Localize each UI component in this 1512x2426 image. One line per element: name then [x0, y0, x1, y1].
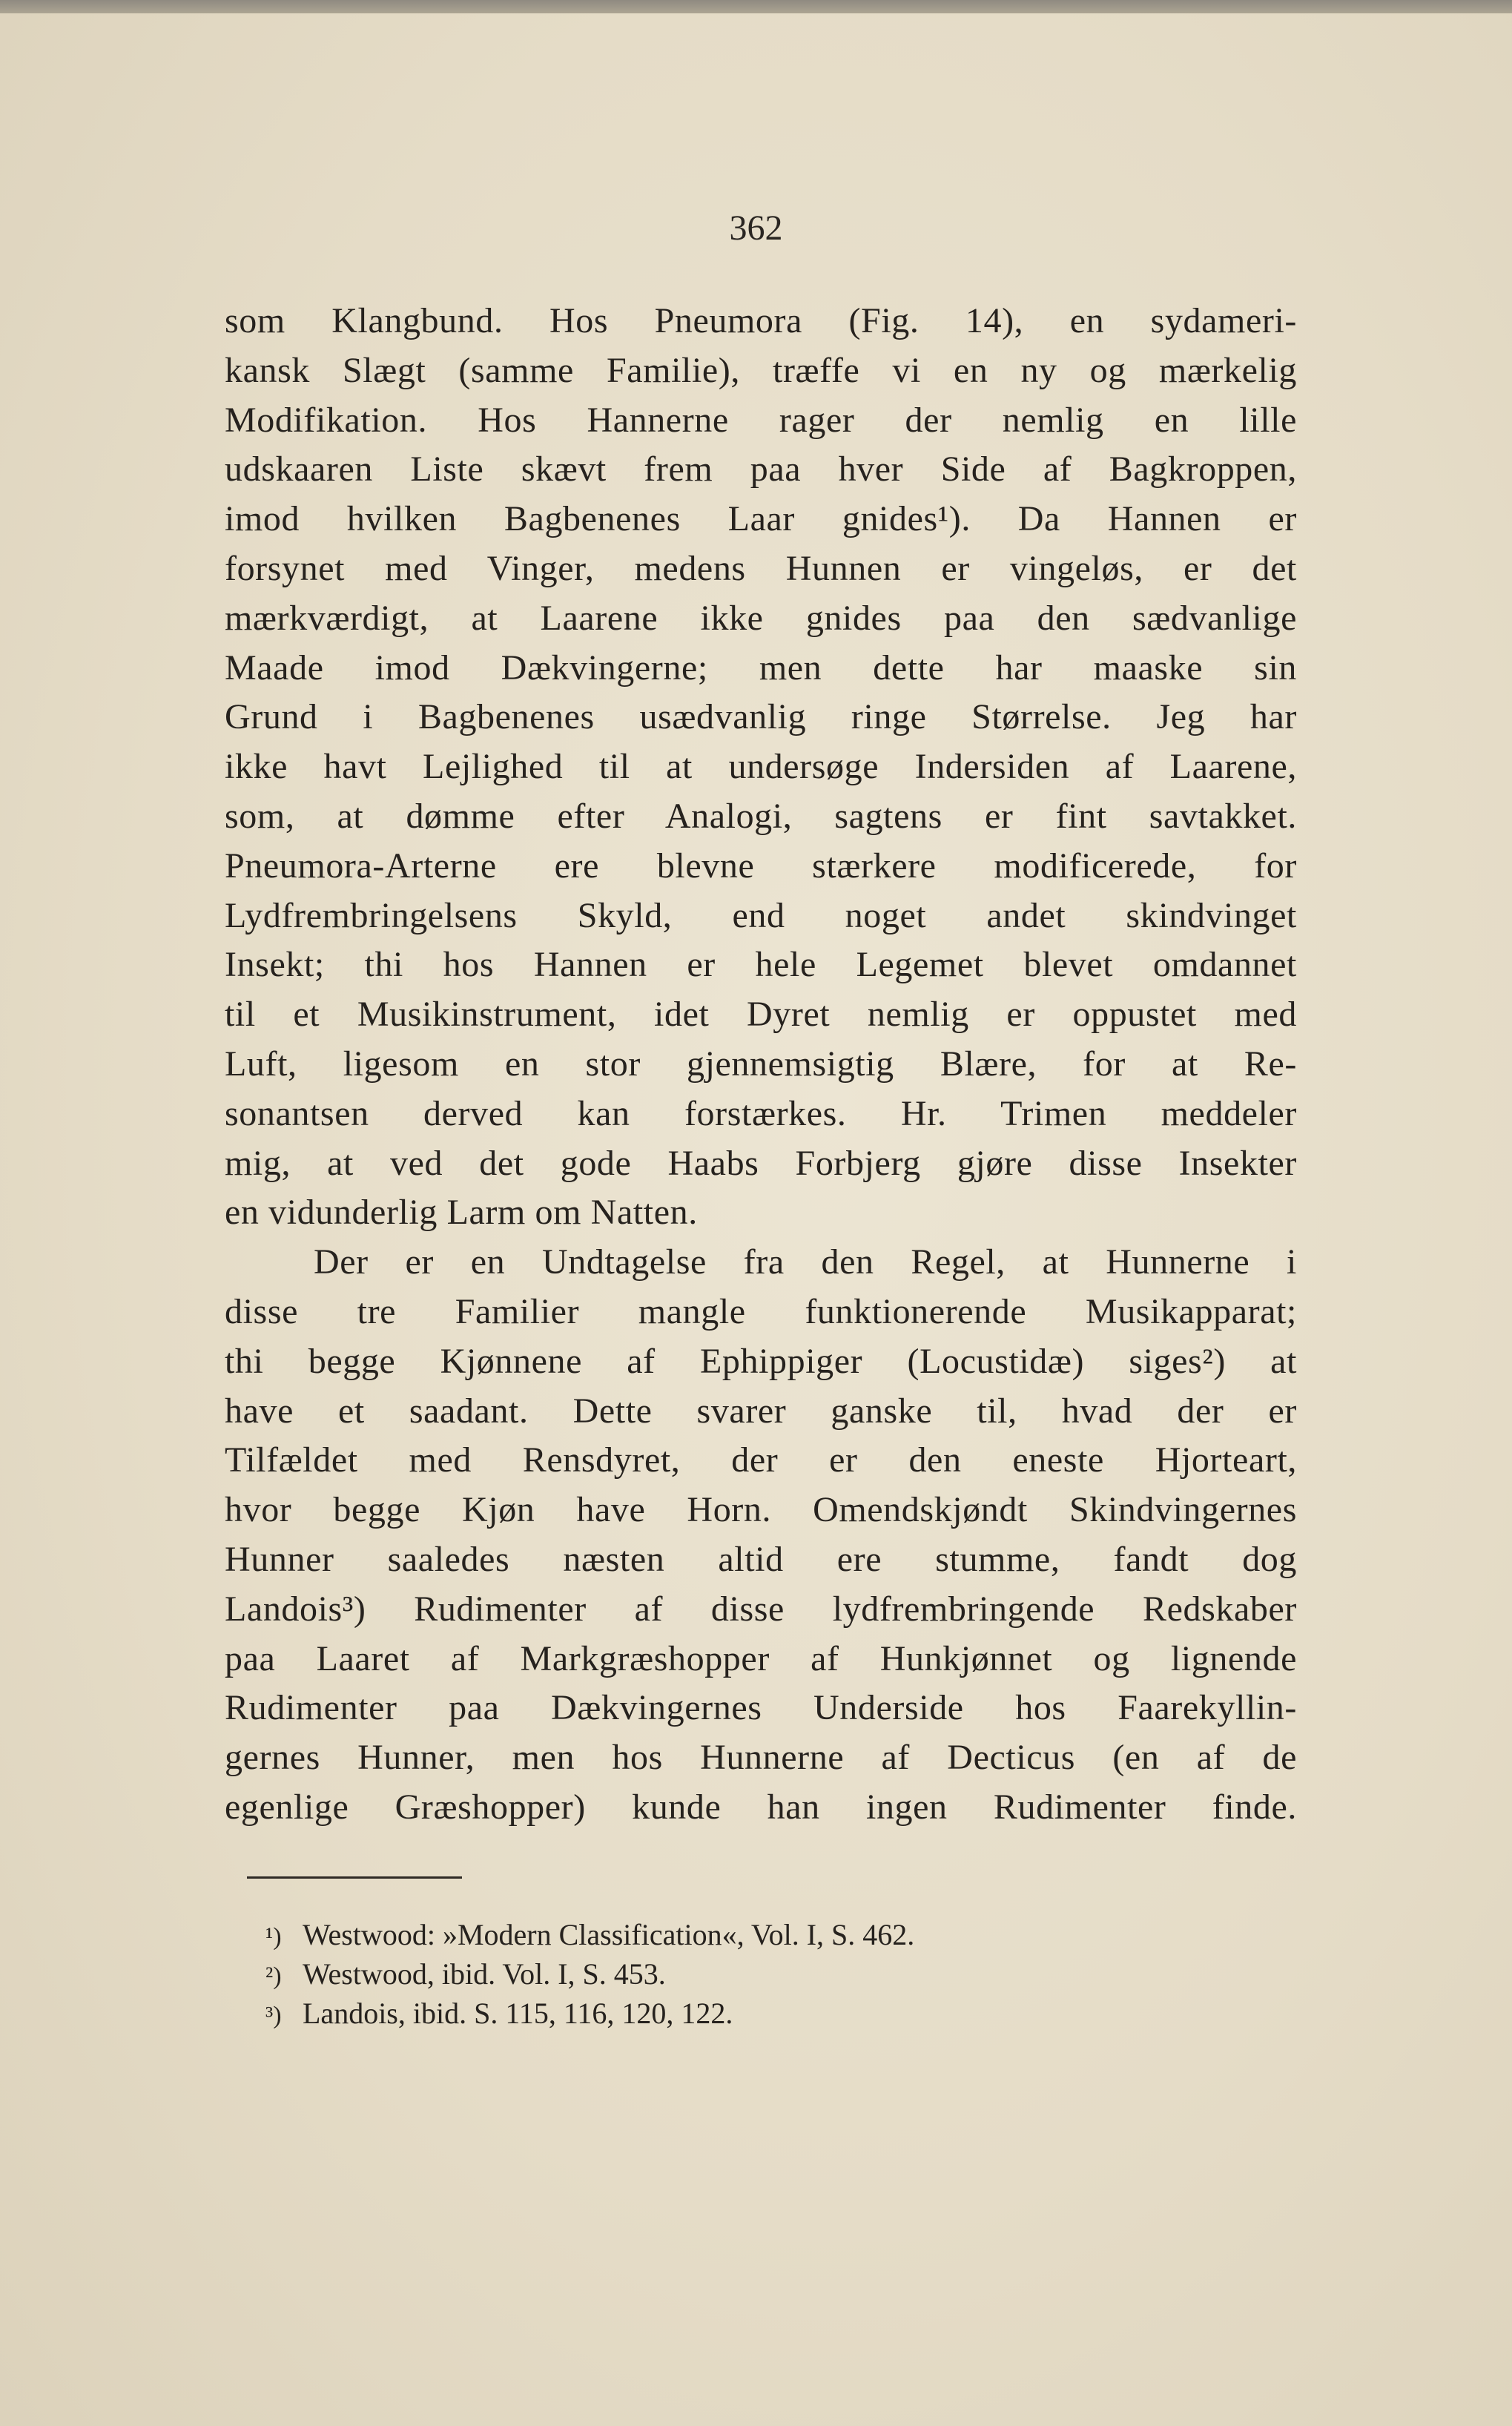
text-line: mig, at ved det gode Haabs Forbjerg gjøre disse Insekter [225, 1143, 1297, 1183]
footnote-text: Westwood, ibid. Vol. I, S. 453. [303, 1957, 666, 1991]
text-line: disse tre Familier mangle funktionerende Musikapparat; [225, 1291, 1297, 1331]
text-line: egenlige Græshopper) kunde han ingen Rudimenter finde. [225, 1787, 1297, 1827]
text-line: forsynet med Vinger, medens Hunnen er vingeløs, er det [225, 548, 1297, 588]
text-line: Der er en Undtagelse fra den Regel, at Hunnerne i [314, 1242, 1297, 1282]
page-number: 362 [729, 208, 783, 248]
text-line: Modifikation. Hos Hannerne rager der nemlig en lille [225, 400, 1297, 440]
text-line: paa Laaret af Markgræshopper af Hunkjønnet og lignende [225, 1638, 1297, 1678]
footnote-mark: ³) [265, 2002, 282, 2029]
text-line: Insekt; thi hos Hannen er hele Legemet blevet omdannet [225, 945, 1297, 985]
text-line: Rudimenter paa Dækvingernes Underside hos Faarekyllin- [225, 1688, 1297, 1728]
text-line: sonantsen derved kan forstærkes. Hr. Trimen meddeler [225, 1093, 1297, 1133]
text-line: gernes Hunner, men hos Hunnerne af Decticus (en af de [225, 1738, 1297, 1778]
body-text [225, 297, 1297, 1833]
footnote-text: Westwood: »Modern Classification«, Vol. I, S. 462. [303, 1918, 915, 1951]
text-line: hvor begge Kjøn have Horn. Omendskjøndt Skindvingernes [225, 1490, 1297, 1530]
text-line: Pneumora-Arterne ere blevne stærkere modificerede, for [225, 846, 1297, 886]
footnote [265, 1915, 1155, 1954]
text-line: Hunner saaledes næsten altid ere stumme, fandt dog [225, 1539, 1297, 1579]
text-line: til et Musikinstrument, idet Dyret nemlig er oppustet med [225, 995, 1297, 1035]
text-line: udskaaren Liste skævt frem paa hver Side af Bagkroppen, [225, 449, 1297, 490]
footnote [265, 1954, 1155, 1994]
text-line: imod hvilken Bagbenenes Laar gnides¹). Da Hannen er [225, 499, 1297, 539]
footnote [265, 1994, 1155, 2033]
text-line: Lydfrembringelsens Skyld, end noget andet skindvinget [225, 895, 1297, 935]
text-line: kansk Slægt (samme Familie), træffe vi en ny og mærkelig [225, 350, 1297, 390]
text-line: thi begge Kjønnene af Ephippiger (Locustidæ) siges²) at [225, 1341, 1297, 1381]
footnote-mark: ¹) [265, 1923, 282, 1951]
text-line: som Klangbund. Hos Pneumora (Fig. 14), en sydameri- [225, 301, 1297, 340]
footnote-mark: ²) [265, 1962, 282, 1990]
text-line: Luft, ligesom en stor gjennemsigtig Blære, for at Re- [225, 1044, 1297, 1084]
text-line: have et saadant. Dette svarer ganske til, hvad der er [225, 1391, 1297, 1431]
text-line: Tilfældet med Rensdyret, der er den eneste Hjorteart, [225, 1440, 1297, 1480]
text-line: ikke havt Lejlighed til at undersøge Indersiden af Laarene, [225, 747, 1297, 787]
footnotes [265, 1915, 1155, 2033]
text-line: en vidunderlig Larm om Natten. [225, 1193, 698, 1233]
text-line: mærkværdigt, at Laarene ikke gnides paa den sædvanlige [225, 598, 1297, 638]
text-line: Grund i Bagbenenes usædvanlig ringe Størrelse. Jeg har [225, 697, 1297, 737]
footnote-divider [247, 1876, 462, 1879]
text-line: som, at dømme efter Analogi, sagtens er fint savtakket. [225, 796, 1297, 836]
text-line: Landois³) Rudimenter af disse lydfrembringende Redskaber [225, 1589, 1297, 1629]
text-line: Maade imod Dækvingerne; men dette har maaske sin [225, 647, 1297, 688]
footnote-text: Landois, ibid. S. 115, 116, 120, 122. [303, 1997, 733, 2030]
